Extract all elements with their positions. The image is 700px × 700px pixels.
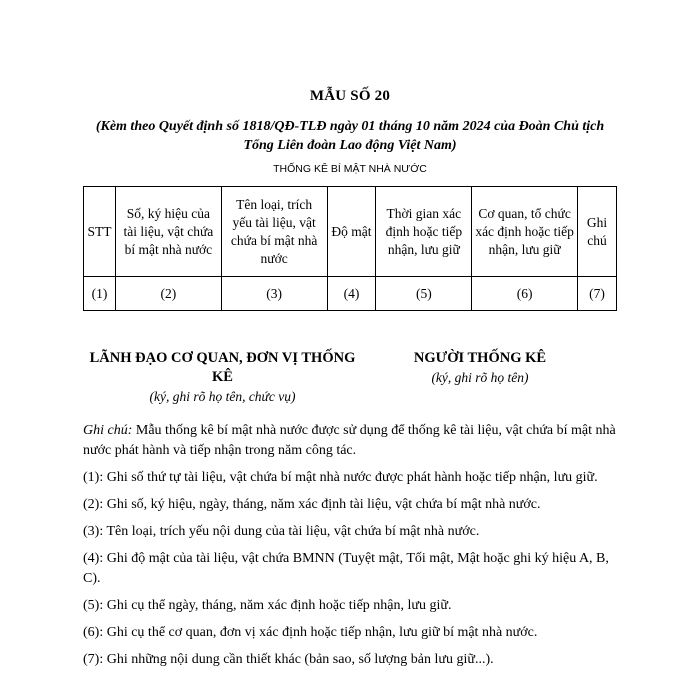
note-item: (1): Ghi số thứ tự tài liệu, vật chứa bí mật nhà nước được phát hành hoặc tiếp nhận, lưu giữ. bbox=[83, 470, 598, 485]
form-subtitle: (Kèm theo Quyết định số 1818/QĐ-TLĐ ngày 01 tháng 10 năm 2024 của Đoàn Chủ tịch Tổng Liên đoàn Lao động Việt Nam) bbox=[95, 119, 605, 153]
signature-title: NGƯỜI THỐNG KÊ bbox=[413, 350, 547, 366]
note-item: (6): Ghi cụ thể cơ quan, đơn vị xác định hoặc tiếp nhận, lưu giữ bí mật nhà nước. bbox=[83, 625, 538, 640]
table-title: THỐNG KÊ BÍ MẬT NHÀ NƯỚC bbox=[273, 163, 427, 175]
column-number: (4) bbox=[327, 277, 376, 311]
table-header-row bbox=[84, 187, 617, 277]
note-item: (4): Ghi độ mật của tài liệu, vật chứa BMNN (Tuyệt mật, Tối mật, Mật hoặc ghi ký hiệu A, B, C). bbox=[83, 551, 609, 586]
note-item: (2): Ghi số, ký hiệu, ngày, tháng, năm xác định tài liệu, vật chứa bí mật nhà nước. bbox=[83, 497, 541, 512]
header-notes: Ghi chú bbox=[578, 187, 617, 277]
column-number: (1) bbox=[84, 277, 116, 311]
column-number: (3) bbox=[221, 277, 327, 311]
header-stt: STT bbox=[84, 187, 116, 277]
signature-instruction: (ký, ghi rõ họ tên, chức vụ) bbox=[149, 389, 296, 404]
statistics-table bbox=[83, 186, 617, 311]
note-item: (3): Tên loại, trích yếu nội dung của tài liệu, vật chứa bí mật nhà nước. bbox=[83, 524, 480, 539]
header-secrecy-level: Độ mật bbox=[327, 187, 376, 277]
column-number: (2) bbox=[115, 277, 221, 311]
form-title: MẪU SỐ 20 bbox=[309, 88, 391, 104]
signature-block-reporter bbox=[380, 349, 580, 387]
signature-title: LÃNH ĐẠO CƠ QUAN, ĐƠN VỊ THỐNG KÊ bbox=[89, 350, 356, 385]
notes-intro-text: Mẫu thống kê bí mật nhà nước được sử dụng để thống kê tài liệu, vật chứa bí mật nhà nước phát hành và tiếp nhận trong năm công tác. bbox=[83, 423, 616, 458]
column-number: (6) bbox=[472, 277, 578, 311]
table-number-row bbox=[84, 277, 617, 311]
signature-instruction: (ký, ghi rõ họ tên) bbox=[431, 370, 529, 385]
header-organization: Cơ quan, tổ chức xác định hoặc tiếp nhận, lưu giữ bbox=[472, 187, 578, 277]
column-number: (5) bbox=[376, 277, 472, 311]
note-item: (7): Ghi những nội dung cần thiết khác (bản sao, số lượng bản lưu giữ...). bbox=[83, 652, 494, 667]
signature-block-leader bbox=[80, 349, 365, 406]
header-time: Thời gian xác định hoặc tiếp nhận, lưu giữ bbox=[376, 187, 472, 277]
header-document-number: Số, ký hiệu của tài liệu, vật chứa bí mật nhà nước bbox=[115, 187, 221, 277]
notes-section bbox=[83, 421, 617, 677]
notes-label: Ghi chú: bbox=[83, 423, 133, 438]
column-number: (7) bbox=[578, 277, 617, 311]
note-item: (5): Ghi cụ thể ngày, tháng, năm xác định hoặc tiếp nhận, lưu giữ. bbox=[83, 598, 452, 613]
notes-intro bbox=[83, 421, 617, 461]
header-document-type: Tên loại, trích yếu tài liệu, vật chứa bí mật nhà nước bbox=[221, 187, 327, 277]
